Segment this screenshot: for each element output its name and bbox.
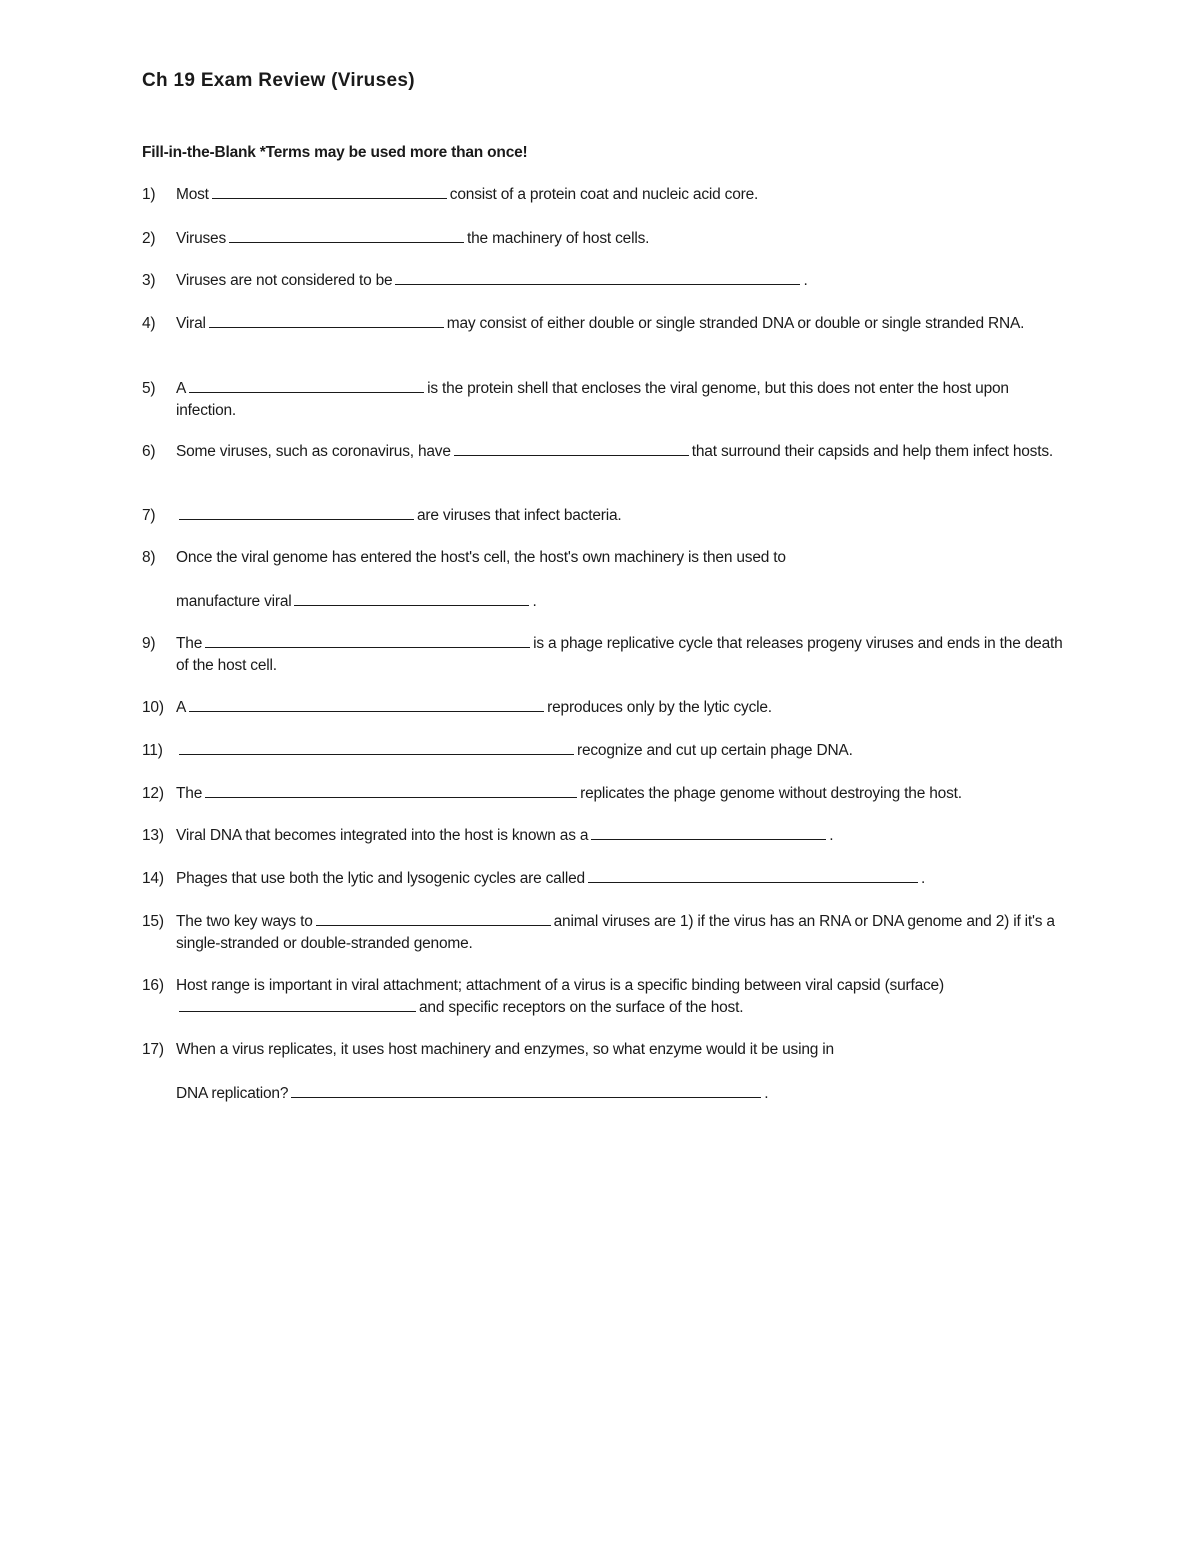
- answer-blank[interactable]: [294, 592, 529, 606]
- question-text-after: animal viruses are 1) if the virus has an RNA or DNA genome and 2) if it's a single-stranded or double-stranded genome.: [176, 913, 1055, 952]
- question-7: [142, 505, 1072, 527]
- question-text-after: and specific receptors on the surface of the host.: [419, 998, 744, 1016]
- question-text-line1: Once the viral genome has entered the host's cell, the host's own machinery is then used to: [176, 549, 786, 566]
- question-text-after: replicates the phage genome without destroying the host.: [580, 785, 962, 802]
- question-text-before: Viral DNA that becomes integrated into the host is known as a: [176, 827, 589, 844]
- answer-blank[interactable]: [209, 314, 444, 328]
- question-text-after: recognize and cut up certain phage DNA.: [577, 742, 853, 759]
- question-number: 1): [142, 186, 156, 203]
- question-text-before: The: [176, 635, 203, 652]
- instructions: Fill-in-the-Blank *Terms may be used more than once!: [142, 144, 528, 161]
- question-number: 17): [142, 1041, 164, 1058]
- question-6: [142, 441, 1072, 463]
- question-number: 14): [142, 870, 164, 887]
- question-text-before: Viruses are not considered to be: [176, 272, 393, 289]
- question-text-before: Viruses: [176, 230, 227, 247]
- question-4: [142, 313, 1072, 335]
- question-text-before: A: [176, 699, 187, 716]
- question-text-before: manufacture viral: [176, 592, 292, 610]
- question-text-after: is a phage replicative cycle that releases progeny viruses and ends in the death of the host cell.: [176, 635, 1063, 674]
- question-number: 15): [142, 913, 164, 930]
- answer-blank[interactable]: [229, 229, 464, 243]
- question-9: [142, 633, 1072, 676]
- question-number: 6): [142, 443, 156, 460]
- question-text-after: consist of a protein coat and nucleic acid core.: [449, 186, 759, 203]
- question-17: [142, 1039, 1072, 1104]
- answer-blank[interactable]: [291, 1084, 761, 1098]
- question-number: 5): [142, 380, 156, 397]
- question-10: [142, 697, 1072, 719]
- page-title: Ch 19 Exam Review (Viruses): [142, 70, 415, 91]
- question-text-before: Most: [176, 186, 209, 203]
- question-number: 4): [142, 315, 156, 332]
- answer-blank[interactable]: [212, 185, 447, 199]
- answer-blank[interactable]: [189, 379, 424, 393]
- question-number: 9): [142, 635, 156, 652]
- answer-blank[interactable]: [179, 506, 414, 520]
- question-number: 3): [142, 272, 156, 289]
- answer-blank[interactable]: [316, 912, 551, 926]
- answer-blank[interactable]: [588, 869, 918, 883]
- question-16: [142, 975, 1072, 1018]
- answer-blank[interactable]: [189, 698, 544, 712]
- question-number: 7): [142, 507, 156, 524]
- question-text-after: may consist of either double or single stranded DNA or double or single stranded RNA.: [446, 315, 1025, 332]
- question-text-before: The: [176, 785, 203, 802]
- question-text-before: A: [176, 380, 187, 397]
- question-text-after: the machinery of host cells.: [467, 230, 650, 247]
- question-text-before: DNA replication?: [176, 1084, 289, 1102]
- question-text-after: that surround their capsids and help them infect hosts.: [691, 443, 1053, 460]
- question-number: 8): [142, 549, 156, 566]
- question-15: [142, 911, 1072, 954]
- question-number: 16): [142, 977, 164, 994]
- question-1: [142, 184, 1072, 206]
- question-5: [142, 378, 1072, 421]
- question-number: 10): [142, 699, 164, 716]
- question-14: [142, 868, 1072, 890]
- answer-blank[interactable]: [395, 271, 800, 285]
- answer-blank[interactable]: [591, 826, 826, 840]
- question-text-after: reproduces only by the lytic cycle.: [547, 699, 772, 716]
- question-text-after: .: [829, 827, 834, 844]
- answer-blank[interactable]: [179, 741, 574, 755]
- question-number: 2): [142, 230, 156, 247]
- answer-blank[interactable]: [205, 784, 577, 798]
- question-11: [142, 740, 1072, 762]
- question-number: 13): [142, 827, 164, 844]
- question-3: [142, 270, 1072, 292]
- question-text-before: Host range is important in viral attachment; attachment of a virus is a specific binding between viral capsid (surface): [176, 977, 944, 994]
- question-text-before: Viral: [176, 315, 206, 332]
- question-text-before: Phages that use both the lytic and lysogenic cycles are called: [176, 870, 585, 887]
- question-number: 12): [142, 785, 164, 802]
- question-text-after: are viruses that infect bacteria.: [417, 507, 622, 524]
- answer-blank[interactable]: [179, 998, 416, 1012]
- question-text-after: .: [532, 592, 537, 610]
- answer-blank[interactable]: [454, 442, 689, 456]
- question-13: [142, 825, 1072, 847]
- question-text-after: .: [803, 272, 808, 289]
- question-2: [142, 228, 1072, 250]
- question-text-before: Some viruses, such as coronavirus, have: [176, 443, 451, 460]
- question-text-line1: When a virus replicates, it uses host machinery and enzymes, so what enzyme would it be using in: [176, 1041, 834, 1058]
- question-12: [142, 783, 1072, 805]
- question-number: 11): [142, 742, 163, 759]
- question-8: [142, 547, 1072, 612]
- question-text-after: .: [920, 870, 926, 887]
- question-text-after: is the protein shell that encloses the viral genome, but this does not enter the host upon infection.: [176, 380, 1009, 419]
- question-text-after: .: [764, 1084, 769, 1102]
- answer-blank[interactable]: [205, 634, 530, 648]
- question-text-before: The two key ways to: [176, 913, 313, 930]
